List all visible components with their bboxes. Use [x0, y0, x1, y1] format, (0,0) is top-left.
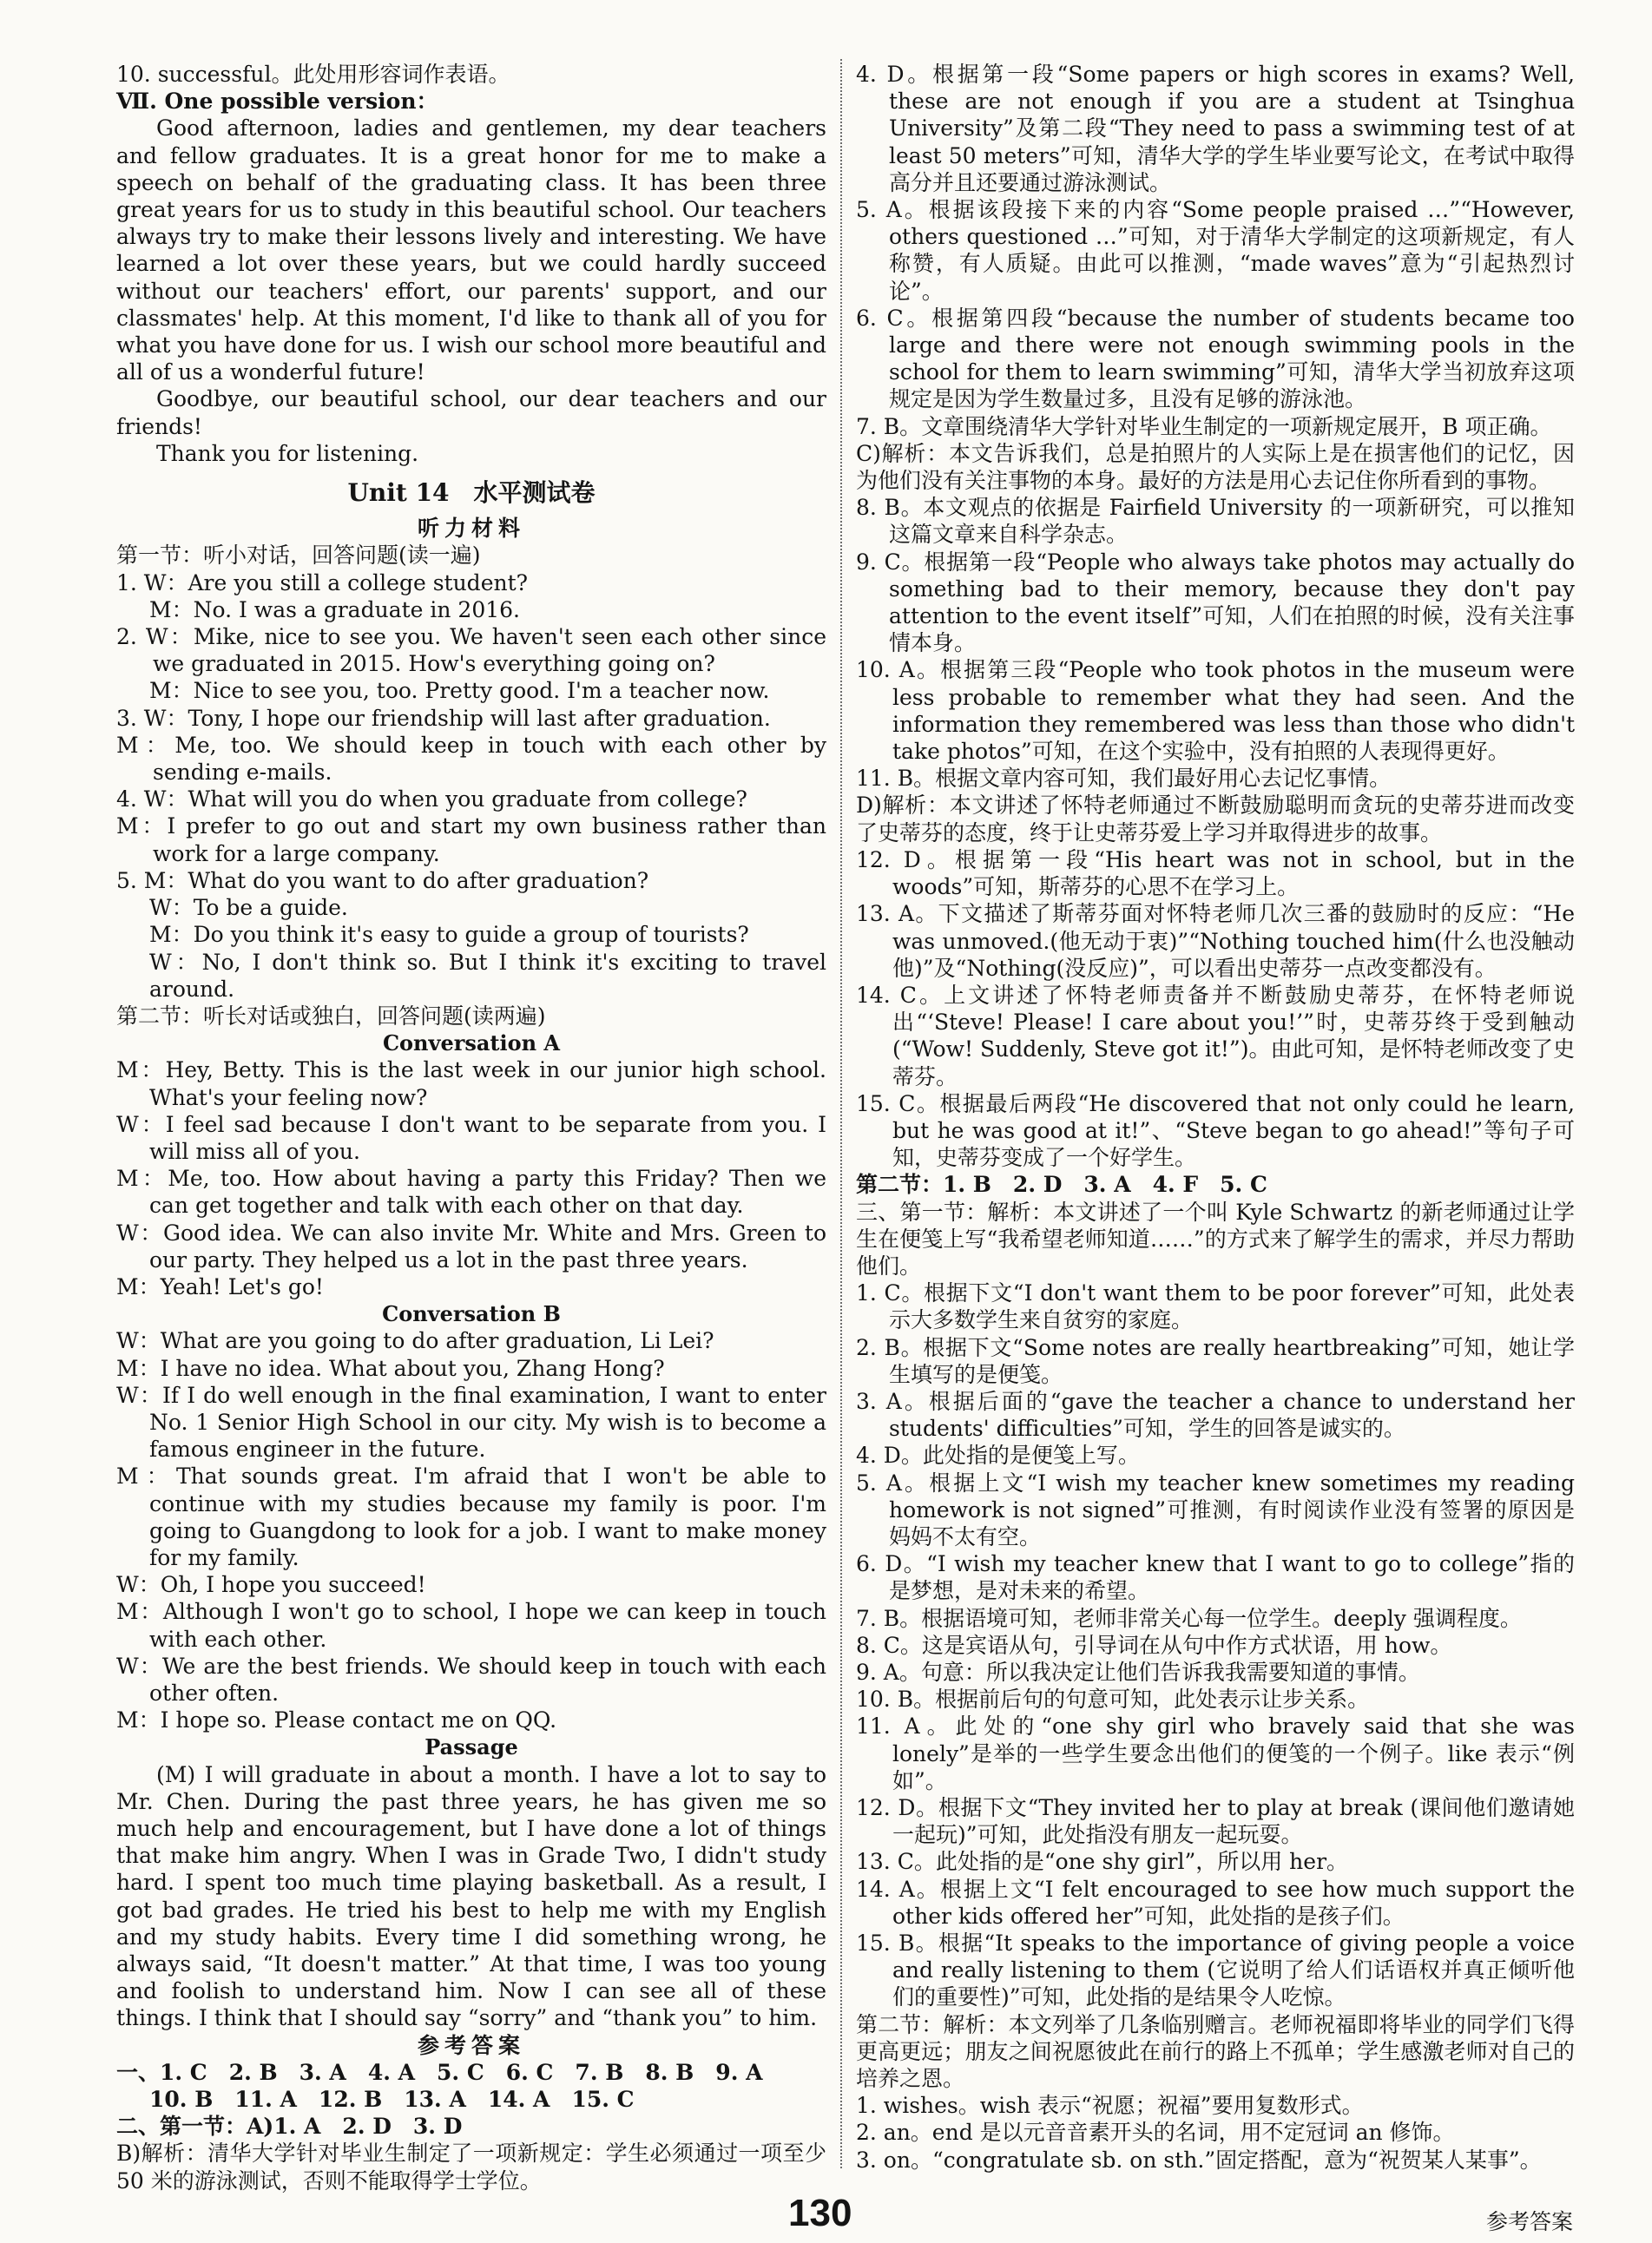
text-line: 第一节：听小对话，回答问题(读一遍)	[116, 543, 481, 569]
text-line: 1. C。根据下文“I don't want them to be poor forever”可知，此处表示大多数学生来自贫穷的家庭。	[856, 1280, 1575, 1333]
text-line: 4. D。根据第一段“Some papers or high scores in exams? Well, these are not enough if you are a student at Tsinghua University”及第二段“They need to pass a swimming test of at least 50 meters”可知，清华大学的学生毕业要写论文，在考试中取得高分并且还要通过游泳测试。	[856, 62, 1575, 195]
text-line: M：Hey, Betty. This is the last week in our junior high school. What's your feeling now?	[116, 1057, 826, 1110]
text-line: 2. W：Mike, nice to see you. We haven't seen each other since we graduated in 2015. How's everything going on?	[116, 624, 826, 677]
text-line: 3. W：Tony, I hope our friendship will last after graduation.	[116, 705, 771, 731]
text-line: Unit 14 水平测试卷	[347, 478, 596, 508]
text-line: M：Nice to see you, too. Pretty good. I'm a teacher now.	[149, 678, 770, 704]
text-line: 9. A。句意：所以我决定让他们告诉我我需要知道的事情。	[856, 1659, 1420, 1685]
text-line: 15. C。根据最后两段“He discovered that not only could he learn, but he was good at it!”、“Steve began to go ahead!”等句子可知，史蒂芬变成了一个好学生。	[856, 1090, 1575, 1171]
text-line: 10. B 11. A 12. B 13. A 14. A 15. C	[149, 2087, 635, 2113]
text-line: 11. A。此处的“one shy girl who bravely said that she was lonely”是举的一些学生要念出他们的便笺的一个例子。like 表示“例如”。	[856, 1713, 1575, 1793]
text-line: 10. successful。此处用形容词作表语。	[116, 62, 510, 87]
text-line: 4. W：What will you do when you graduate from college?	[116, 786, 747, 812]
text-line: Conversation A	[382, 1030, 561, 1056]
text-line: 4. D。此处指的是便笺上写。	[856, 1443, 1140, 1469]
text-line: M：Do you think it's easy to guide a group of tourists?	[149, 922, 749, 948]
text-line: 第二节：1. B 2. D 3. A 4. F 5. C	[856, 1172, 1267, 1198]
left-column	[116, 61, 826, 2194]
text-line: 2. an。end 是以元音音素开头的名词，用不定冠词 an 修饰。	[856, 2120, 1455, 2146]
text-line: 1. wishes。wish 表示“祝愿；祝福”要用复数形式。	[856, 2093, 1364, 2119]
footer-section-label: 参考答案	[1486, 2209, 1574, 2234]
text-line: Good afternoon, ladies and gentlemen, my dear teachers and fellow graduates. It is a great honor for me to make a speech on behalf of the graduating class. It has been three great years for us to study in this beautiful school. Our teachers always try to make their lessons lively and interesting. We have learned a lot over these years, but we could hardly succeed without our teachers' effort, our parents' support, and our classmates' help. At this moment, I'd like to thank all of you for what you have done for us. I wish our school more beautiful and all of us a wonderful future!	[116, 115, 826, 385]
text-line: W：Good idea. We can also invite Mr. White and Mrs. Green to our party. They helped us a lot in the past three years.	[116, 1220, 826, 1273]
text-line: 13. C。此处指的是“one shy girl”，所以用 her。	[856, 1849, 1349, 1875]
text-line: 8. B。本文观点的依据是 Fairfield University 的一项新研究，可以推知这篇文章来自科学杂志。	[856, 495, 1575, 548]
text-line: Goodbye, our beautiful school, our dear teachers and our friends!	[116, 386, 826, 439]
text-line: W：To be a guide.	[149, 895, 348, 921]
text-line: 5. M：What do you want to do after graduation?	[116, 867, 649, 893]
text-line: 二、第一节：A)1. A 2. D 3. D	[116, 2114, 463, 2140]
text-line: 14. C。上文讲述了怀特老师责备并不断鼓励史蒂芬，在怀特老师说出“‘Steve! Please! I care about you!’”时，史蒂芬终于受到触动(“Wow! Suddenly, Steve got it!”)。由此可知，是怀特老师改变了史蒂芬。	[856, 982, 1575, 1089]
text-line: 15. B。根据“It speaks to the importance of giving people a voice and really listening to them (它说明了给人们话语权并真正倾听他们的重要性)”可知，此处指的是结果令人吃惊。	[856, 1931, 1575, 2010]
text-line: 一、1. C 2. B 3. A 4. A 5. C 6. C 7. B 8. B 9. A	[116, 2059, 763, 2085]
text-line: Conversation B	[382, 1301, 561, 1327]
text-line: 1. W：Are you still a college student?	[116, 569, 529, 595]
text-line: 2. B。根据下文“Some notes are really heartbreaking”可知，她让学生填写的是便笺。	[856, 1334, 1575, 1387]
text-line: 13. A。下文描述了斯蒂芬面对怀特老师几次三番的鼓励时的反应：“He was unmoved.(他无动于衷)”“Nothing touched him(什么也没触动他)”及“Nothing(没反应)”，可以看出史蒂芬一点改变都没有。	[856, 901, 1575, 981]
text-line: 10. B。根据前后句的句意可知，此处表示让步关系。	[856, 1687, 1370, 1713]
text-line: 听力材料	[417, 516, 525, 542]
text-line: 6. C。根据第四段“because the number of students became too large and there were not enough swimming pools in the school for them to learn swimming”可知，清华大学当初放弃这项规定是因为学生数量过多，且没有足够的游泳池。	[856, 305, 1575, 412]
text-line: M：Yeah! Let's go!	[116, 1273, 324, 1299]
text-line: C)解析：本文告诉我们，总是拍照片的人实际上是在损害他们的记忆，因为他们没有关注事物的本身。最好的方法是用心去记住你所看到的事物。	[856, 440, 1575, 494]
text-line: (M) I will graduate in about a month. I have a lot to say to Mr. Chen. During the past three years, he has given me so much help and encouragement, but I have done a lot of things that make him angry. When I was in Grade Two, I didn't study hard. I spent too much time playing basketball. As a result, I got bad grades. He tried his best to help me with my English and my study habits. Every time I did something wrong, he always said, “It doesn't matter.” At that time, I was too young and foolish to understand him. Now I can see all of these things. I think that I should say “sorry” and “thank you” to him.	[116, 1761, 826, 2031]
text-line: 11. B。根据文章内容可知，我们最好用心去记忆事情。	[856, 766, 1392, 792]
text-line: W：If I do well enough in the final examination, I want to enter No. 1 Senior High School in our city. My wish is to become a famous engineer in the future.	[116, 1382, 826, 1463]
text-line: W：I feel sad because I don't want to be separate from you. I will miss all of you.	[116, 1111, 826, 1164]
text-line: 三、第一节：解析：本文讲述了一个叫 Kyle Schwartz 的新老师通过让学生在便笺上写“我希望老师知道……”的方式来了解学生的需求，并尽力帮助他们。	[856, 1199, 1575, 1279]
text-line: 6. D。“I wish my teacher knew that I want to go to college”指的是梦想，是对未来的希望。	[856, 1551, 1575, 1604]
page-number: 130	[788, 2192, 852, 2234]
text-line: 参考答案	[417, 2032, 525, 2058]
text-line: 3. A。根据后面的“gave the teacher a chance to understand her students' difficulties”可知，学生的回答是诚实的。	[856, 1388, 1575, 1442]
text-line: 第二节：听长对话或独白，回答问题(读两遍)	[116, 1003, 546, 1029]
text-line: D)解析：本文讲述了怀特老师通过不断鼓励聪明而贪玩的史蒂芬进而改变了史蒂芬的态度，终于让史蒂芬爱上学习并取得进步的故事。	[856, 793, 1575, 845]
text-line: 7. B。根据语境可知，老师非常关心每一位学生。deeply 强调程度。	[856, 1605, 1522, 1631]
text-line: 8. C。这是宾语从句，引导词在从句中作方式状语，用 how。	[856, 1632, 1452, 1658]
text-line: M：That sounds great. I'm afraid that I won't be able to continue with my studies because my family is poor. I'm going to Guangdong to look for a job. I want to make money for my family.	[116, 1464, 826, 1570]
text-line: W：We are the best friends. We should keep in touch with each other often.	[116, 1653, 826, 1706]
text-line: 第二节：解析：本文列举了几条临别赠言。老师祝福即将毕业的同学们飞得更高更远；朋友之间祝愿彼此在前行的路上不孤单；学生感激老师对自己的培养之恩。	[856, 2011, 1575, 2092]
text-line: B)解析：清华大学针对毕业生制定了一项新规定：学生必须通过一项至少 50 米的游泳测试，否则不能取得学士学位。	[116, 2141, 826, 2194]
text-line: W：Oh, I hope you succeed!	[116, 1572, 426, 1598]
text-line: 9. C。根据第一段“People who always take photos may actually do something bad to their memory, because they don't pay attention to the event itself”可知，人们在拍照的时候，没有关注事情本身。	[856, 549, 1575, 656]
text-line: M：I hope so. Please contact me on QQ.	[116, 1707, 557, 1733]
text-line: W：What are you going to do after graduation, Li Lei?	[116, 1328, 714, 1354]
text-line: M：No. I was a graduate in 2016.	[149, 596, 521, 622]
text-line: W：No, I don't think so. But I think it's exciting to travel around.	[149, 949, 826, 1002]
text-line: Thank you for listening.	[156, 440, 419, 466]
text-line: Passage	[425, 1734, 518, 1760]
text-line: 12. D。根据下文“They invited her to play at break (课间他们邀请她一起玩)”可知，此处指没有朋友一起玩耍。	[856, 1795, 1575, 1848]
text-line: 14. A。根据上文“I felt encouraged to see how much support the other kids offered her”可知，此处指的是孩子们。	[856, 1876, 1575, 1929]
text-line: M：Although I won't go to school, I hope we can keep in touch with each other.	[116, 1599, 826, 1652]
text-line: 3. on。“congratulate sb. on sth.”固定搭配，意为“祝贺某人某事”。	[856, 2147, 1542, 2173]
text-line: Ⅶ. One possible version：	[116, 89, 438, 115]
text-line: 5. A。根据该段接下来的内容“Some people praised …”“However, others questioned …”可知，对于清华大学制定的这项新规定，有人称赞，有人质疑。由此可以推测，“made waves”意为“引起热烈讨论”。	[856, 197, 1575, 304]
text-line: M：Me, too. We should keep in touch with each other by sending e-mails.	[116, 732, 826, 786]
text-line: M：Me, too. How about having a party this Friday? Then we can get together and talk with each other on that day.	[116, 1166, 826, 1219]
text-line: M：I have no idea. What about you, Zhang Hong?	[116, 1355, 665, 1381]
text-line: 5. A。根据上文“I wish my teacher knew sometimes my reading homework is not signed”可推测，有时阅读作业没有签署的原因是妈妈不太有空。	[856, 1470, 1575, 1549]
text-line: M：I prefer to go out and start my own business rather than work for a large company.	[116, 813, 826, 866]
text-line: 12. D。根据第一段“His heart was not in school, but in the woods”可知，斯蒂芬的心思不在学习上。	[856, 846, 1575, 900]
column-divider	[840, 59, 842, 2168]
text-line: 10. A。根据第三段“People who took photos in the museum were less probable to remember what they had seen. And the information they remembered was less than those who didn't take photos”可知，在这个实验中，没有拍照的人表现得更好。	[856, 657, 1575, 765]
right-column	[856, 61, 1575, 2174]
text-line: 7. B。文章围绕清华大学针对毕业生制定的一项新规定展开，B 项正确。	[856, 413, 1552, 439]
